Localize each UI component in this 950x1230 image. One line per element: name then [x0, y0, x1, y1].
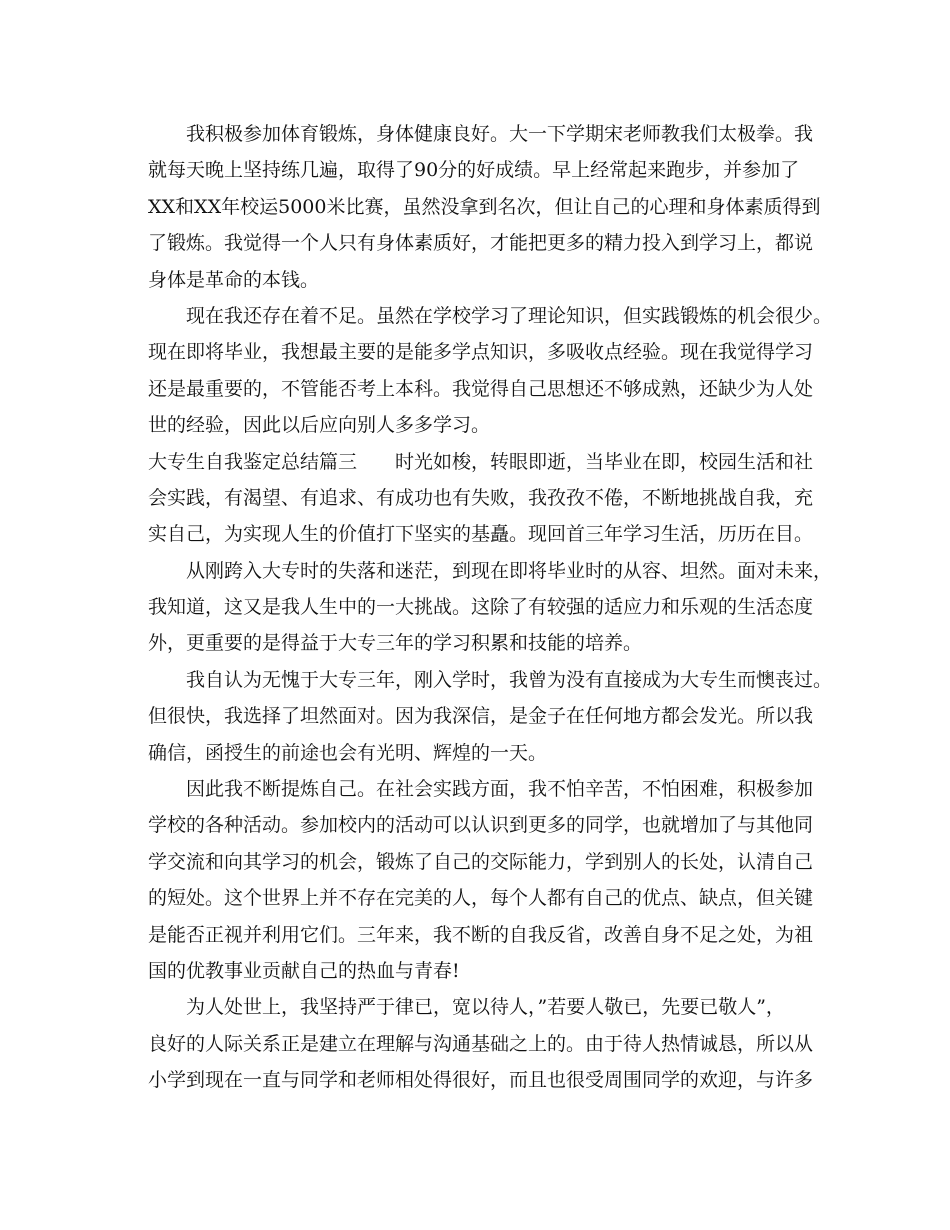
paragraph-line: 为人处世上，我坚持严于律已，宽以待人，”若要人敬已，先要已敬人”，: [186, 996, 785, 1019]
paragraph-line: 还是最重要的，不管能否考上本科。我觉得自己思想还不够成熟，还缺少为人处: [148, 377, 814, 400]
paragraph-line: 但很快，我选择了坦然面对。因为我深信，是金子在任何地方都会发光。所以我: [148, 705, 814, 728]
paragraph-line: 外，更重要的是得益于大专三年的学习积累和技能的培养。: [148, 632, 643, 655]
paragraph-line: 现在我还存在着不足。虽然在学校学习了理论知识，但实践锻炼的机会很少。: [186, 304, 833, 327]
paragraph-line: 良好的人际关系正是建立在理解与沟通基础之上的。由于待人热情诚恳，所以从: [148, 1032, 814, 1055]
paragraph-line: 学交流和向其学习的机会，锻炼了自己的交际能力，学到别人的长处，认清自己: [148, 850, 814, 873]
paragraph-line: 实自己，为实现人生的价值打下坚实的基矗。现回首三年学习生活，历历在目。: [148, 523, 814, 546]
paragraph-line: 了锻炼。我觉得一个人只有身体素质好，才能把更多的精力投入到学习上，都说: [148, 232, 814, 255]
paragraph-line: XX和XX年校运5000米比赛，虽然没拿到名次，但让自己的心理和身体素质得到: [148, 195, 821, 218]
paragraph-line: 我积极参加体育锻炼，身体健康良好。大一下学期宋老师教我们太极拳。我: [186, 123, 814, 145]
paragraph-line: 小学到现在一直与同学和老师相处得很好，而且也很受周围同学的欢迎，与许多: [148, 1069, 814, 1092]
section-heading-line: 大专生自我鉴定总结篇三 时光如梭，转眼即逝，当毕业在即，校园生活和社: [148, 450, 814, 473]
paragraph-line: 国的优教事业贡献自己的热血与青春!: [148, 959, 460, 982]
paragraph-line: 我自认为无愧于大专三年，刚入学时，我曾为没有直接成为大专生而懊丧过。: [186, 668, 833, 691]
paragraph-line: 身体是革命的本钱。: [148, 268, 320, 291]
paragraph-line: 确信，函授生的前途也会有光明、辉煌的一天。: [148, 741, 548, 764]
paragraph-line: 世的经验，因此以后应向别人多多学习。: [148, 414, 491, 437]
paragraph-line: 我知道，这又是我人生中的一大挑战。这除了有较强的适应力和乐观的生活态度: [148, 596, 814, 619]
paragraph-line: 从刚跨入大专时的失落和迷茫，到现在即将毕业时的从容、坦然。面对未来，: [186, 559, 833, 582]
paragraph-line: 因此我不断提炼自己。在社会实践方面，我不怕辛苦，不怕困难，积极参加: [186, 778, 814, 801]
paragraph-line: 会实践，有渴望、有追求、有成功也有失败，我孜孜不倦，不断地挑战自我，充: [148, 486, 814, 509]
paragraph-line: 学校的各种活动。参加校内的活动可以认识到更多的同学，也就增加了与其他同: [148, 814, 814, 837]
paragraph-line: 就每天晚上坚持练几遍，取得了90分的好成绩。早上经常起来跑步，并参加了: [148, 159, 800, 182]
document-body: [148, 116, 833, 1099]
paragraph-line: 的短处。这个世界上并不存在完美的人，每个人都有自己的优点、缺点，但关键: [148, 887, 814, 910]
paragraph-line: 现在即将毕业，我想最主要的是能多学点知识，多吸收点经验。现在我觉得学习: [148, 341, 814, 364]
paragraph-line: 是能否正视并利用它们。三年来，我不断的自我反省，改善自身不足之处，为祖: [148, 923, 814, 946]
